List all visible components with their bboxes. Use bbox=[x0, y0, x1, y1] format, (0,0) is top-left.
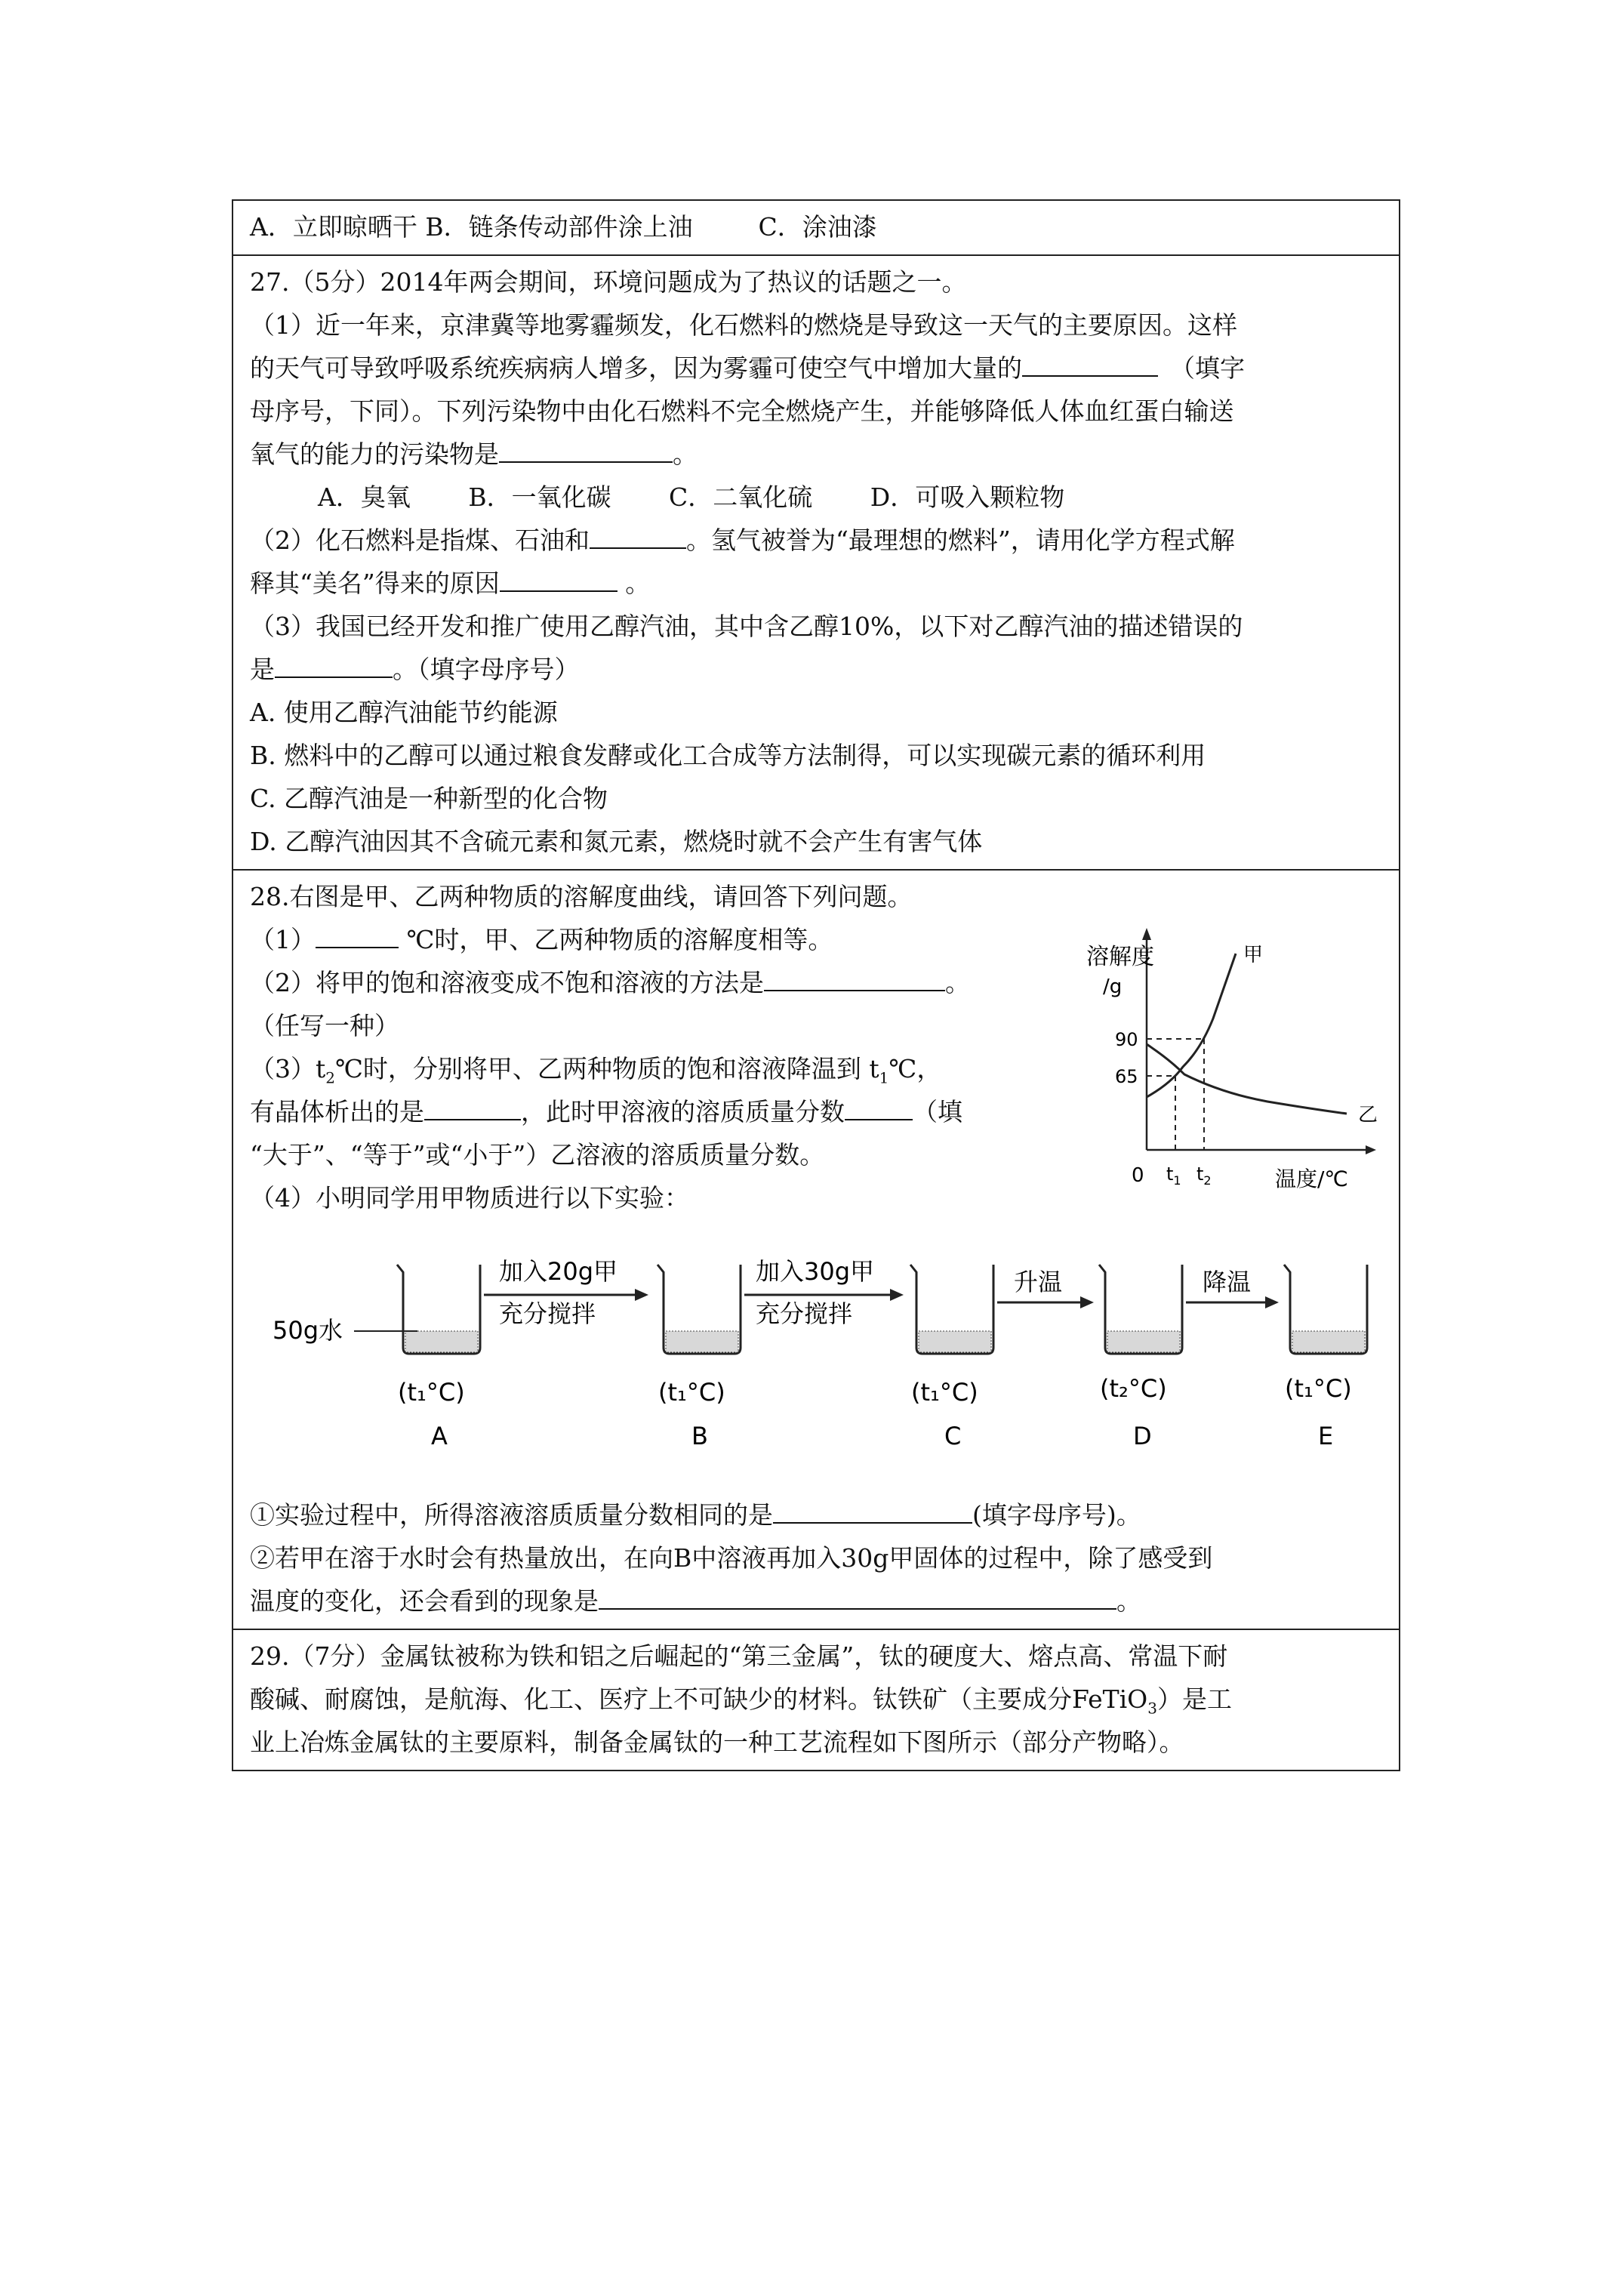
text: 有晶体析出的是 bbox=[250, 1097, 424, 1126]
text: （填 bbox=[913, 1097, 962, 1126]
text: 释其“美名”得来的原因 bbox=[250, 569, 500, 598]
text: （1） bbox=[250, 925, 316, 954]
q27-p1-line2 bbox=[250, 347, 1382, 390]
beaker-c bbox=[910, 1265, 993, 1354]
beaker-a bbox=[397, 1265, 480, 1354]
text: 。 bbox=[1116, 1586, 1141, 1616]
answer-blank[interactable] bbox=[500, 562, 617, 592]
arrow-4-head bbox=[1265, 1296, 1279, 1308]
y-axis-arrow bbox=[1142, 928, 1151, 940]
subscript: 3 bbox=[1147, 1699, 1157, 1718]
subscript: 2 bbox=[1203, 1173, 1212, 1188]
text: 。 bbox=[945, 968, 970, 997]
temp-c: (t₁°C) bbox=[911, 1378, 978, 1407]
text: ）是工 bbox=[1156, 1684, 1232, 1714]
q28-p3-line3: “大于”、“等于”或“小于”）乙溶液的溶质质量分数。 bbox=[250, 1140, 825, 1170]
text: 。 bbox=[673, 439, 698, 469]
question-27 bbox=[233, 255, 1400, 870]
text: 温度的变化，还会看到的现象是 bbox=[250, 1586, 599, 1616]
text: t bbox=[1166, 1163, 1174, 1185]
question-28 bbox=[233, 870, 1400, 1629]
q27-p1-line4 bbox=[250, 433, 1382, 476]
answer-blank[interactable] bbox=[773, 1493, 972, 1524]
arrow-1-top-label: 加入20g甲 bbox=[499, 1257, 618, 1286]
x-axis-arrow bbox=[1366, 1145, 1376, 1154]
q28-p2-note: （任写一种） bbox=[250, 1011, 399, 1040]
tick-t2 bbox=[1196, 1163, 1212, 1188]
answer-blank[interactable] bbox=[845, 1090, 913, 1120]
temp-e: (t₁°C) bbox=[1285, 1374, 1352, 1403]
text: (填字母序号)。 bbox=[972, 1500, 1141, 1530]
subscript: 1 bbox=[879, 1068, 889, 1087]
q27-p3-line1: （3）我国已经开发和推广使用乙醇汽油，其中含乙醇10%，以下对乙醇汽油的描述错误的 bbox=[250, 612, 1243, 641]
text: 。 bbox=[617, 569, 651, 598]
solubility-curve-graph bbox=[1056, 923, 1388, 1195]
q27-option-a: A. 使用乙醇汽油能节约能源 bbox=[250, 698, 558, 727]
label-a: A bbox=[431, 1422, 448, 1450]
label-e: E bbox=[1318, 1422, 1334, 1450]
q27-p1-line3: 母序号，下同）。下列污染物中由化石燃料不完全燃烧产生，并能够降低人体血红蛋白输送 bbox=[250, 396, 1234, 426]
origin-label: 0 bbox=[1132, 1164, 1144, 1187]
q28-title: 28.右图是甲、乙两种物质的溶解度曲线，请回答下列问题。 bbox=[250, 882, 913, 911]
text: 是 bbox=[250, 655, 275, 684]
tick-90: 90 bbox=[1115, 1029, 1138, 1050]
q28-p4: （4）小明同学用甲物质进行以下实验： bbox=[250, 1183, 689, 1213]
answer-blank[interactable] bbox=[590, 519, 686, 549]
text: （3）t bbox=[250, 1054, 326, 1083]
beaker-e bbox=[1284, 1265, 1367, 1354]
arrow-1-head bbox=[635, 1289, 648, 1301]
text: 。（填字母序号） bbox=[393, 655, 580, 684]
answer-blank[interactable] bbox=[599, 1579, 1116, 1610]
temp-d: (t₂°C) bbox=[1100, 1374, 1167, 1403]
text: ℃， bbox=[888, 1054, 942, 1083]
text: 酸碱、耐腐蚀，是航海、化工、医疗上不可缺少的材料。钛铁矿（主要成分FeTiO bbox=[250, 1684, 1148, 1714]
text: （2）将甲的饱和溶液变成不饱和溶液的方法是 bbox=[250, 968, 764, 997]
label-c: C bbox=[944, 1422, 962, 1450]
q27-option-d: D. 乙醇汽油因其不含硫元素和氮元素，燃烧时就不会产生有害气体 bbox=[250, 827, 983, 856]
arrow-1-bottom-label: 充分搅拌 bbox=[499, 1299, 596, 1328]
text: 氧气的能力的污染物是 bbox=[250, 439, 499, 469]
arrow-3-head bbox=[1080, 1296, 1094, 1308]
text: t bbox=[1196, 1163, 1204, 1185]
subscript: 1 bbox=[1173, 1173, 1181, 1188]
label-d: D bbox=[1133, 1422, 1152, 1450]
y-axis-unit: /g bbox=[1103, 975, 1123, 998]
q27-p1-line1: （1）近一年来，京津冀等地雾霾频发，化石燃料的燃烧是导致这一天气的主要原因。这样 bbox=[250, 310, 1237, 340]
x-axis-label: 温度/℃ bbox=[1275, 1166, 1348, 1191]
q29-line3: 业上冶炼金属钛的主要原料，制备金属钛的一种工艺流程如下图所示（部分产物略）。 bbox=[250, 1727, 1184, 1757]
text: 的天气可导致呼吸系统疾病病人增多，因为雾霾可使空气中增加大量的 bbox=[250, 353, 1022, 383]
q28-sub1 bbox=[250, 1493, 1382, 1536]
temp-a: (t₁°C) bbox=[398, 1378, 465, 1407]
question-table bbox=[232, 199, 1400, 1771]
q29-line1: 29.（7分）金属钛被称为铁和铝之后崛起的“第三金属”，钛的硬度大、熔点高、常温下耐 bbox=[250, 1641, 1228, 1671]
tick-65: 65 bbox=[1115, 1066, 1138, 1087]
text: ①实验过程中，所得溶液溶质质量分数相同的是 bbox=[250, 1500, 773, 1530]
subscript: 2 bbox=[325, 1068, 335, 1087]
label-b: B bbox=[691, 1422, 708, 1450]
series-label-yi: 乙 bbox=[1358, 1104, 1378, 1126]
q28-sub2-line2 bbox=[250, 1579, 1382, 1623]
answer-blank[interactable] bbox=[499, 433, 673, 463]
answer-blank[interactable] bbox=[424, 1090, 521, 1120]
series-label-jia: 甲 bbox=[1243, 944, 1264, 966]
curve-yi bbox=[1147, 1044, 1347, 1114]
tick-t1 bbox=[1166, 1163, 1181, 1188]
answer-blank[interactable] bbox=[1022, 347, 1158, 377]
q27-options: A．臭氧 B．一氧化碳 C．二氧化硫 D．可吸入颗粒物 bbox=[318, 482, 1065, 512]
arrow-4-label: 降温 bbox=[1203, 1268, 1252, 1296]
experiment-diagram bbox=[250, 1242, 1382, 1461]
q27-option-c: C. 乙醇汽油是一种新型的化合物 bbox=[250, 784, 608, 813]
answer-blank[interactable] bbox=[764, 961, 945, 991]
q27-title: 27.（5分）2014年两会期间，环境问题成为了热议的话题之一。 bbox=[250, 267, 967, 297]
text: ℃时，分别将甲、乙两种物质的饱和溶液降温到 t bbox=[335, 1054, 879, 1083]
question-29 bbox=[233, 1629, 1400, 1771]
arrow-2-head bbox=[890, 1289, 904, 1301]
answer-blank[interactable] bbox=[316, 918, 399, 948]
temp-b: (t₁°C) bbox=[658, 1378, 725, 1407]
text: 。氢气被誉为“最理想的燃料”，请用化学方程式解 bbox=[686, 525, 1235, 555]
top-options-line: A．立即晾晒干 B．链条传动部件涂上油 C．涂油漆 bbox=[250, 212, 877, 242]
beaker-b bbox=[658, 1265, 741, 1354]
text: （填字 bbox=[1170, 353, 1245, 383]
water-label: 50g水 bbox=[273, 1316, 343, 1345]
text: （2）化石燃料是指煤、石油和 bbox=[250, 525, 590, 555]
text: ℃时，甲、乙两种物质的溶解度相等。 bbox=[399, 925, 833, 954]
arrow-3-label: 升温 bbox=[1014, 1268, 1063, 1296]
q27-p2-line2 bbox=[250, 562, 1382, 605]
question-sheet bbox=[232, 199, 1396, 1771]
arrow-2-top-label: 加入30g甲 bbox=[756, 1257, 875, 1286]
q28-sub2-line1: ②若甲在溶于水时会有热量放出，在向B中溶液再加入30g甲固体的过程中，除了感受到 bbox=[250, 1543, 1213, 1573]
text: ，此时甲溶液的溶质质量分数 bbox=[521, 1097, 845, 1126]
q29-line2 bbox=[250, 1678, 1382, 1721]
q27-option-b: B. 燃料中的乙醇可以通过粮食发酵或化工合成等方法制得，可以实现碳元素的循环利用 bbox=[250, 741, 1206, 770]
q27-p3-line2 bbox=[250, 648, 1382, 691]
beaker-d bbox=[1099, 1265, 1182, 1354]
answer-blank[interactable] bbox=[275, 648, 393, 678]
q27-p2-line1 bbox=[250, 519, 1382, 562]
row-top-options bbox=[233, 200, 1400, 255]
y-axis-label: 溶解度 bbox=[1086, 944, 1154, 970]
arrow-2-bottom-label: 充分搅拌 bbox=[756, 1299, 853, 1328]
